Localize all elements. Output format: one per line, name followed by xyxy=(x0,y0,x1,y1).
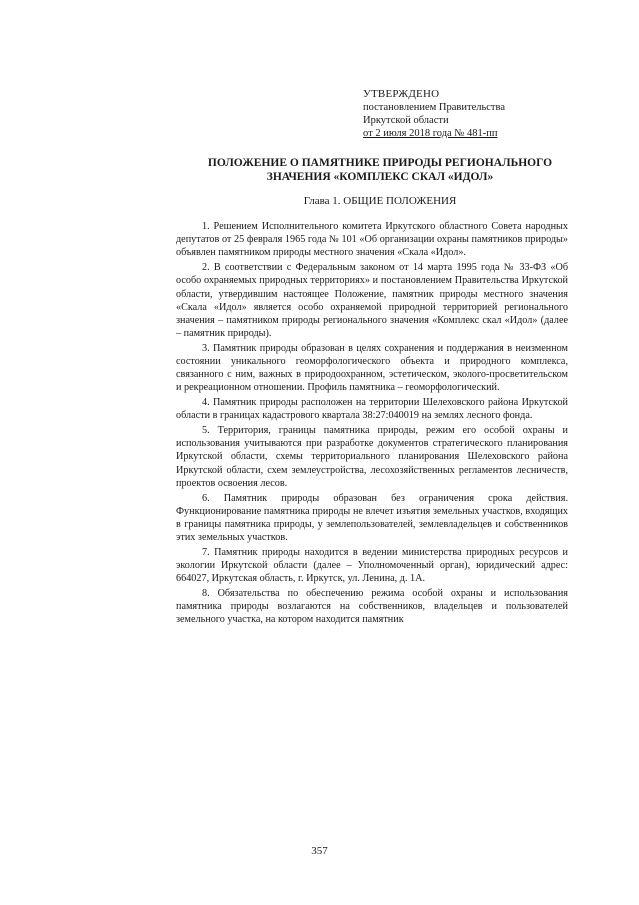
approval-heading: УТВЕРЖДЕНО xyxy=(363,88,440,100)
paragraph-6: 6. Памятник природы образован без ограничения срока действия. Функционирование памятника природы не влечет изъятия земельных участков, входящих в границы памятника природы, у землепользователей, землевладельцев и собственников этих земельных участков. xyxy=(176,492,568,544)
title-line-2: ЗНАЧЕНИЯ «КОМПЛЕКС СКАЛ «ИДОЛ» xyxy=(266,171,494,183)
paragraph-2: 2. В соответствии с Федеральным законом от 14 марта 1995 года № 33-ФЗ «Об особо охраняемых природных территориях» и постановлением Правительства Иркутской области, утвердившим настоящее Положение, памятник природы местного значения «Скала «Идол» является особо охраняемой природной территорией регионального значения – памятником природы регионального значения «Комплекс скал «Идол» (далее – памятник природы). xyxy=(176,262,568,340)
paragraph-3: 3. Памятник природы образован в целях сохранения и поддержания в неизменном состоянии уникального геоморфологического объекта и природного комплекса, связанного с ним, важных в природоохранном, эстетическом, эколого-просветительском и рекреационном отношении. Профиль памятника – геоморфологический. xyxy=(176,342,568,394)
approval-line-2: Иркутской области xyxy=(363,115,449,126)
chapter-heading: Глава 1. ОБЩИЕ ПОЛОЖЕНИЯ xyxy=(303,195,457,207)
paragraph-7: 7. Памятник природы находится в ведении министерства природных ресурсов и экологии Иркутской области (далее – Уполномоченный орган), юридический адрес: 664027, Иркутская область, г. Иркутск, ул. Ленина, д. 1А. xyxy=(176,546,568,585)
paragraph-4: 4. Памятник природы расположен на территории Шелеховского района Иркутской области в границах кадастрового квартала 38:27:040019 на землях лесного фонда. xyxy=(176,397,568,422)
approval-line-1: постановлением Правительства xyxy=(363,102,506,113)
approval-stamp xyxy=(363,88,563,140)
title-line-1: ПОЛОЖЕНИЕ О ПАМЯТНИКЕ ПРИРОДЫ РЕГИОНАЛЬНОГО xyxy=(207,157,553,169)
document-body xyxy=(176,220,568,628)
page-number: 357 xyxy=(311,845,328,857)
paragraph-8: 8. Обязательства по обеспечению режима особой охраны и использования памятника природы возлагаются на собственников, владельцев и пользователей земельного участка, на котором находится памятник xyxy=(176,587,568,626)
approval-line-3: от 2 июля 2018 года № 481-пп xyxy=(363,128,498,139)
paragraph-1: 1. Решением Исполнительного комитета Иркутского областного Совета народных депутатов от 25 февраля 1965 года № 101 «Об организации охраны памятников природы» объявлен памятником природы местного значения «Скала «Идол». xyxy=(176,221,568,259)
document-title xyxy=(180,156,580,184)
paragraph-5: 5. Территория, границы памятника природы, режим его особой охраны и использования учитываются при разработке документов стратегического планирования Иркутской области, схемы территориального планирования Шелеховского района Иркутской области, схем землеустройства, лесохозяйственных регламентов лесничеств, проектов освоения лесов. xyxy=(176,425,568,489)
